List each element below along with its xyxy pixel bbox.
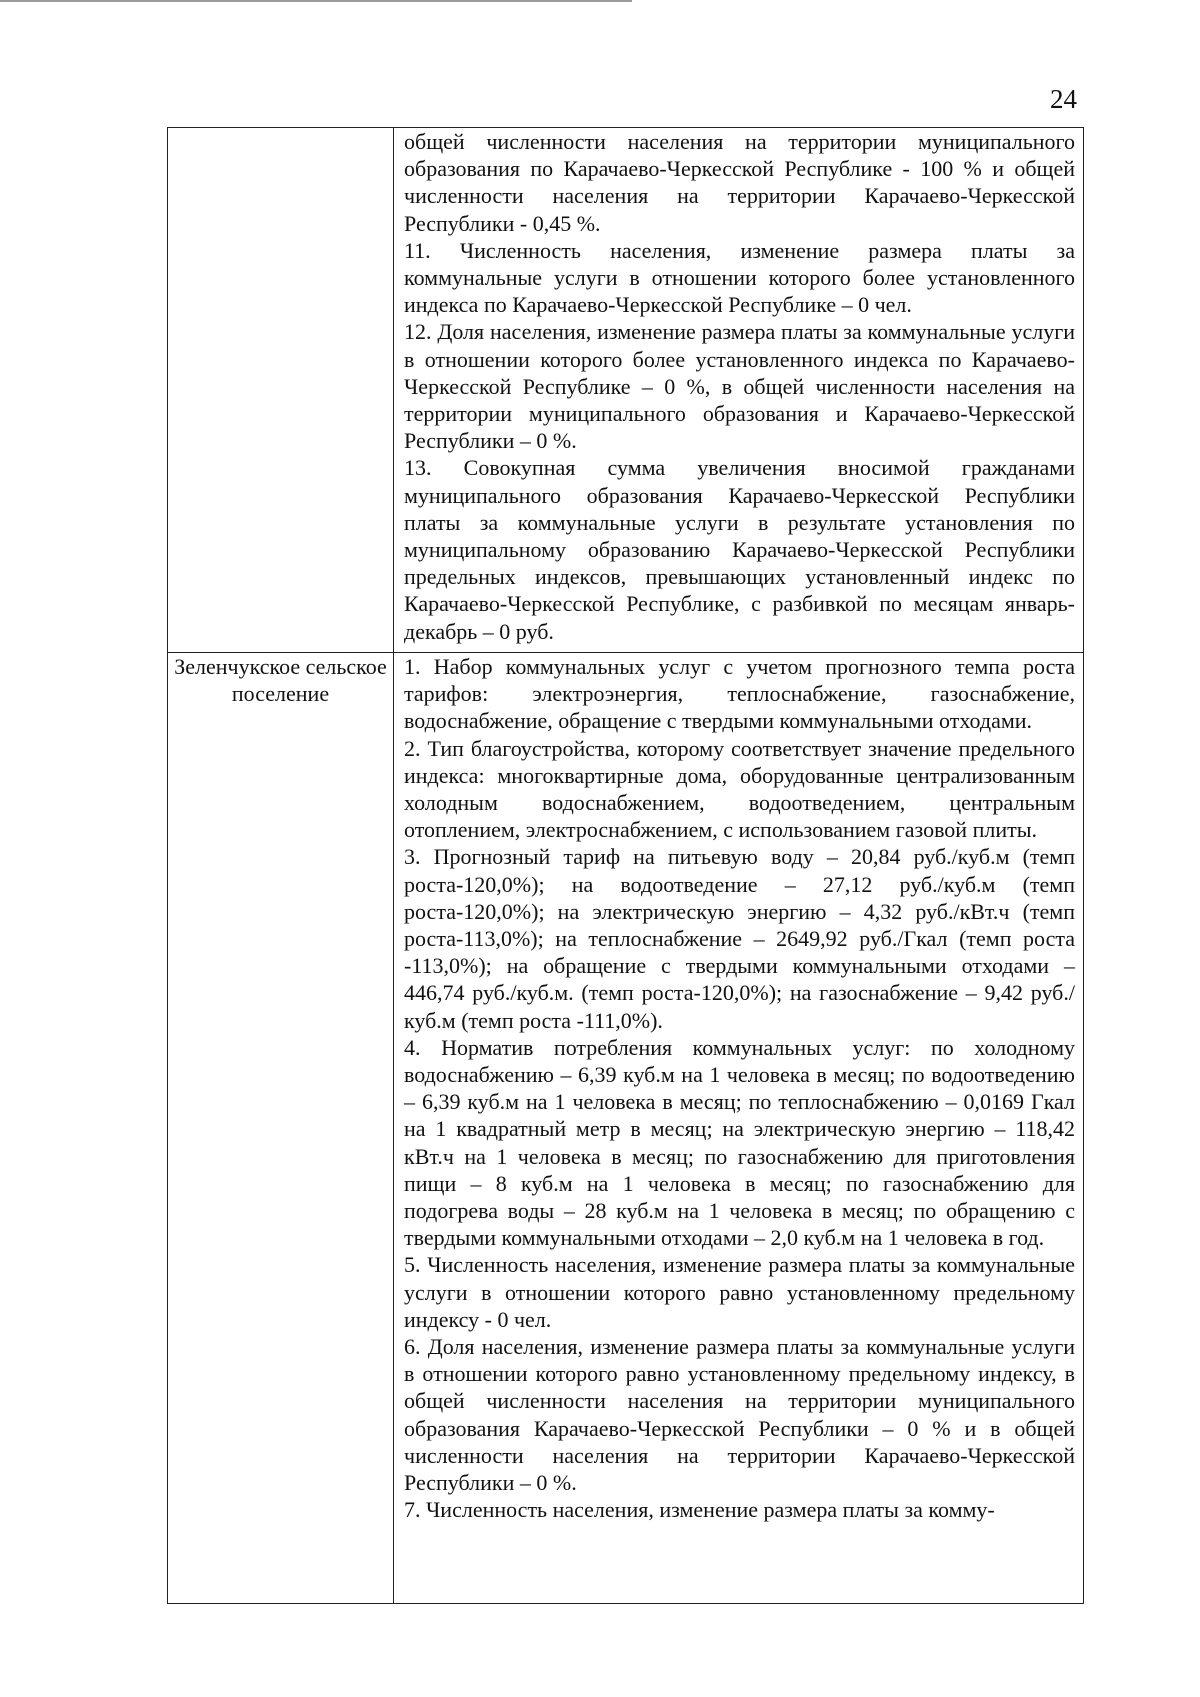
indicator-paragraph: 1. Набор коммунальных услуг с учетом прогнозного темпа роста тарифов: электроэнергия, теплоснабжение, газоснабжение, водоснабжение, обращение с твердыми коммунальными отходами. [404,654,1075,734]
indicator-paragraph: 6. Доля населения, изменение размера платы за коммунальные услуги в отношении которого равно установленному предельному индексу, в общей численности населения на территории муниципального образования Карачаево-Черкесской Республики – 0 % и в общей численности населения на территории Карачаево-Черкесской Республики – 0 %. [404,1334,1075,1496]
table-row [168,128,1084,653]
indicator-paragraph: 13. Совокупная сумма увеличения вносимой гражданами муниципального образования Карачаево-Черкесской Республики платы за коммунальные услуги в результате установления по муниципальному образованию Карачаево-Черкесской Республики предельных индексов, превышающих установленный индекс по Карачаево-Черкесской Республике, с разбивкой по месяцам январь-декабрь – 0 руб. [404,455,1075,644]
indicator-paragraph: 4. Норматив потребления коммунальных услуг: по холодному водоснабжению – 6,39 куб.м на 1 человека в месяц; по водоотведению – 6,39 куб.м на 1 человека в месяц; по теплоснабжению – 0,0169 Гкал на 1 квадратный метр в месяц; на электрическую энергию – 118,42 кВт.ч на 1 человека в месяц; по газоснабжению для приготовления пищи – 8 куб.м на 1 человека в месяц; по газоснабжению для подогрева воды – 28 куб.м на 1 человека в месяц; по обращению с твердыми коммунальными отходами – 2,0 куб.м на 1 человека в год. [404,1034,1075,1251]
indicators-cell [394,128,1084,653]
indicator-paragraph: 7. Численность населения, изменение размера платы за комму- [404,1497,995,1523]
page-number: 24 [1050,84,1077,114]
municipality-cell [168,128,394,653]
indicator-paragraph: 3. Прогнозный тариф на питьевую воду – 20,84 руб./куб.м (темп роста-120,0%); на водоотведение – 27,12 руб./куб.м (темп роста-120,0%); на электрическую энергию – 4,32 руб./кВт.ч (темп роста-113,0%); на теплоснабжение – 2649,92 руб./Гкал (темп роста -113,0%); на обращение с твердыми коммунальными отходами – 446,74 руб./куб.м. (темп роста-120,0%); на газоснабжение – 9,42 руб./куб.м (темп роста -111,0%). [404,844,1075,1033]
indicators-cell [394,653,1084,1604]
indicator-paragraph: 2. Тип благоустройства, которому соответствует значение предельного индекса: многоквартирные дома, оборудованные централизованным холодным водоснабжением, водоотведением, центральным отоплением, электроснабжением, с использованием газовой плиты. [404,735,1075,843]
scan-edge-line [0,0,632,2]
indicator-paragraph: 5. Численность населения, изменение размера платы за коммунальные услуги в отношении которого равно установленному предельному индексу - 0 чел. [404,1252,1075,1332]
indices-table [167,127,1084,1604]
indicator-paragraph: 12. Доля населения, изменение размера платы за коммунальные услуги в отношении которого более установленного индекса по Карачаево-Черкесской Республике – 0 %, в общей численности населения на территории муниципального образования и Карачаево-Черкесской Республики – 0 %. [404,319,1075,454]
indicator-paragraph: 11. Численность населения, изменение размера платы за коммунальные услуги в отношении которого более установленного индекса по Карачаево-Черкесской Республике – 0 чел. [404,237,1075,318]
municipality-cell [168,653,394,1604]
municipality-name: Зеленчукское сельское поселение [174,654,387,707]
indicator-paragraph: общей численности населения на территории муниципального образования по Карачаево-Черкесской Республике - 100 % и общей численности населения на территории Карачаево-Черкесской Республики - 0,45 %. [404,129,1075,236]
table-row [168,653,1084,1604]
